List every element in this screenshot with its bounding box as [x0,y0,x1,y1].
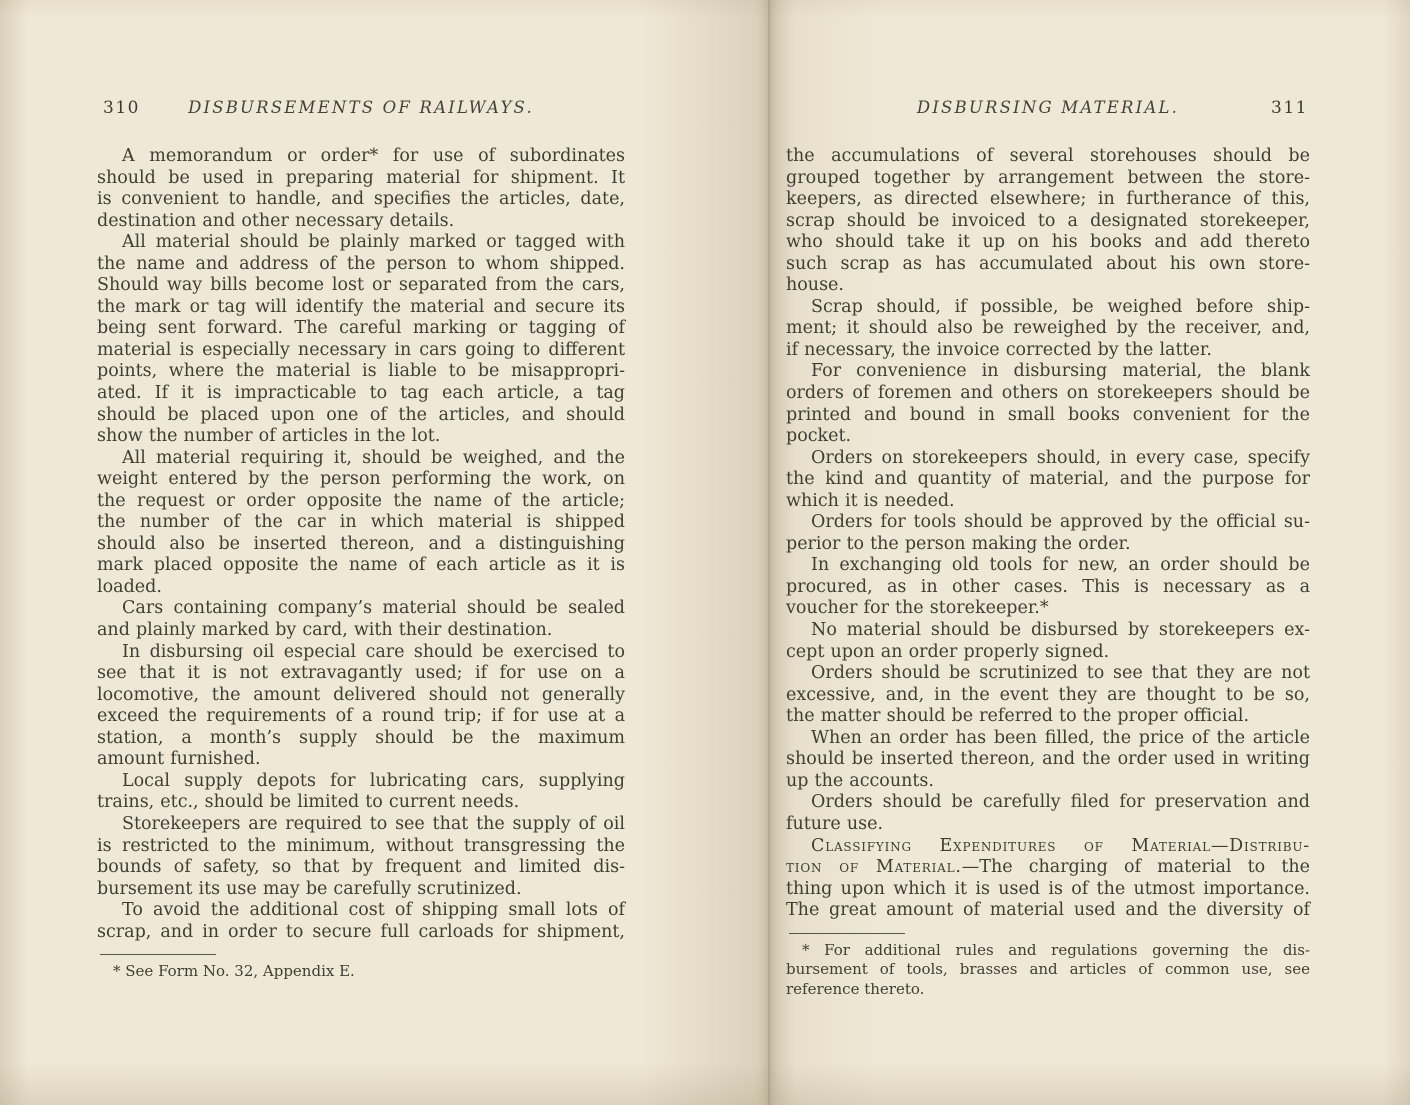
text-line: destination and other necessary details. [97,210,455,231]
text-line: house. [786,275,844,296]
text-line: should be used in preparing material for shipment. It [97,167,625,188]
text-line: should be placed upon one of the articles, and should [97,404,625,425]
text-line: the request or order opposite the name of the article; [97,490,625,511]
text-line: should be inserted thereon, and the order used in writing [786,749,1310,770]
text-line: The great amount of material used and the diversity of [786,900,1310,921]
text-line: amount furnished. [97,749,261,770]
right-footnote-rule [789,933,905,934]
text-line: All material requiring it, should be weighed, and the [122,447,625,468]
left-page-header [97,98,625,120]
text-line: pocket. [786,426,852,447]
text-line: scrap should be invoiced to a designated storekeeper, [786,210,1310,231]
right-page-header [786,98,1310,120]
text-line: mark placed opposite the name of each article as it is [97,555,625,576]
text-line: No material should be disbursed by storekeepers ex- [811,620,1310,641]
right-page [786,98,1310,999]
text-line: A memorandum or order* for use of subordinates [122,146,625,166]
text-line: if necessary, the invoice corrected by the latter. [786,339,1212,360]
left-running-head: DISBURSEMENTS OF RAILWAYS. [188,98,534,117]
left-footnote [97,962,625,982]
text-line: In disbursing oil especial care should be exercised to [122,641,625,662]
text-line: Orders should be carefully filed for preservation and [811,792,1310,813]
book-gutter-crease [768,0,770,1105]
text-line: Orders on storekeepers should, in every case, specify [811,447,1310,468]
text-line: who should take it up on his books and add thereto [786,232,1310,253]
text-line: Orders should be scrutinized to see that they are not [811,663,1310,684]
text-line: To avoid the additional cost of shipping small lots of [122,900,625,921]
text-line: keepers, as directed elsewhere; in furtherance of this, [786,189,1310,210]
text-line: bursement its use may be carefully scrutinized. [97,878,522,899]
right-running-head: DISBURSING MATERIAL. [916,98,1180,117]
text-line: the matter should be referred to the proper official. [786,706,1250,727]
small-caps-heading-text: Classifying Expenditures of Material—Distribu- [811,835,1310,856]
text-line: weight entered by the person performing the work, on [97,469,625,490]
text-line: station, a month’s supply should be the maximum [97,727,625,748]
text-line: When an order has been filled, the price of the article [811,727,1310,748]
text-line: loaded. [97,576,162,597]
text-line: the mark or tag will identify the material and secure its [97,296,625,317]
text-line: Orders for tools should be approved by the official su- [811,512,1310,533]
text-line: ment; it should also be reweighed by the receiver, and, [786,318,1310,339]
text-line: show the number of articles in the lot. [97,426,441,447]
text-line: bounds of safety, so that by frequent and limited dis- [97,857,625,878]
text-line: is restricted to the minimum, without transgressing the [97,835,625,856]
right-footnote [786,941,1310,1000]
text-line: such scrap as has accumulated about his own store- [786,253,1310,274]
text-line: orders of foremen and others on storekeepers should be [786,383,1310,404]
left-page-number: 310 [103,98,140,118]
text-line: Cars containing company’s material should be sealed [122,598,625,619]
text-line: voucher for the storekeeper.* [786,598,1049,619]
text-line: printed and bound in small books convenient for the [786,404,1310,425]
text-line: * See Form No. 32, Appendix E. [113,962,355,981]
text-line: cept upon an order properly signed. [786,641,1110,662]
text-line: scrap, and in order to secure full carloads for shipment, [97,921,625,942]
text-line: is convenient to handle, and specifies the articles, date, [97,189,625,210]
text-line: being sent forward. The careful marking or tagging of [97,318,625,339]
text-line: exceed the requirements of a round trip; if for use at a [97,706,625,727]
left-footnote-rule [100,954,216,955]
left-page-body [97,146,625,943]
text-line: the accumulations of several storehouses should be [786,146,1310,166]
text-line: see that it is not extravagantly used; if for use on a [97,663,625,684]
small-caps-heading-text: tion of Material. [786,857,962,878]
text-line: Storekeepers are required to see that the supply of oil [122,813,625,834]
text-line: ated. If it is impracticable to tag each article, a tag [97,383,625,404]
text-line: For convenience in disbursing material, the blank [811,361,1310,382]
text-line [786,836,1310,858]
text-line: future use. [786,813,884,834]
text-line: trains, etc., should be limited to current needs. [97,792,520,813]
left-page [97,98,625,982]
text-line: and plainly marked by card, with their destination. [97,620,553,641]
text-line: excessive, and, in the event they are thought to be so, [786,684,1310,705]
text-line: thing upon which it is used is of the utmost importance. [786,878,1310,899]
text-line: grouped together by arrangement between the store- [786,167,1310,188]
text-line: the kind and quantity of material, and the purpose for [786,469,1310,490]
text-line: reference thereto. [786,979,925,998]
text-line: up the accounts. [786,770,934,791]
text-line [786,857,1310,879]
text-line: which it is needed. [786,490,955,511]
text-line: Should way bills become lost or separated from the cars, [97,275,625,296]
text-line: points, where the material is liable to be misappropri- [97,361,625,382]
text-line: the name and address of the person to whom shipped. [97,253,625,274]
text-line: In exchanging old tools for new, an order should be [811,555,1310,576]
right-page-body [786,146,1310,922]
text-segment: —The charging of material to the [961,857,1310,878]
text-line: material is especially necessary in cars going to different [97,339,625,360]
text-line: perior to the person making the order. [786,533,1131,554]
right-page-number: 311 [1271,98,1308,118]
text-line: should also be inserted thereon, and a distinguishing [97,533,625,554]
text-line: * For additional rules and regulations governing the dis- [802,940,1310,959]
text-line: bursement of tools, brasses and articles of common use, see [786,960,1310,979]
text-line: locomotive, the amount delivered should not generally [97,684,625,705]
text-line: Local supply depots for lubricating cars, supplying [122,770,625,791]
text-line: procured, as in other cases. This is necessary as a [786,576,1310,597]
text-line: Scrap should, if possible, be weighed before ship- [811,296,1310,317]
text-line: All material should be plainly marked or tagged with [122,232,625,253]
text-line: the number of the car in which material is shipped [97,512,625,533]
